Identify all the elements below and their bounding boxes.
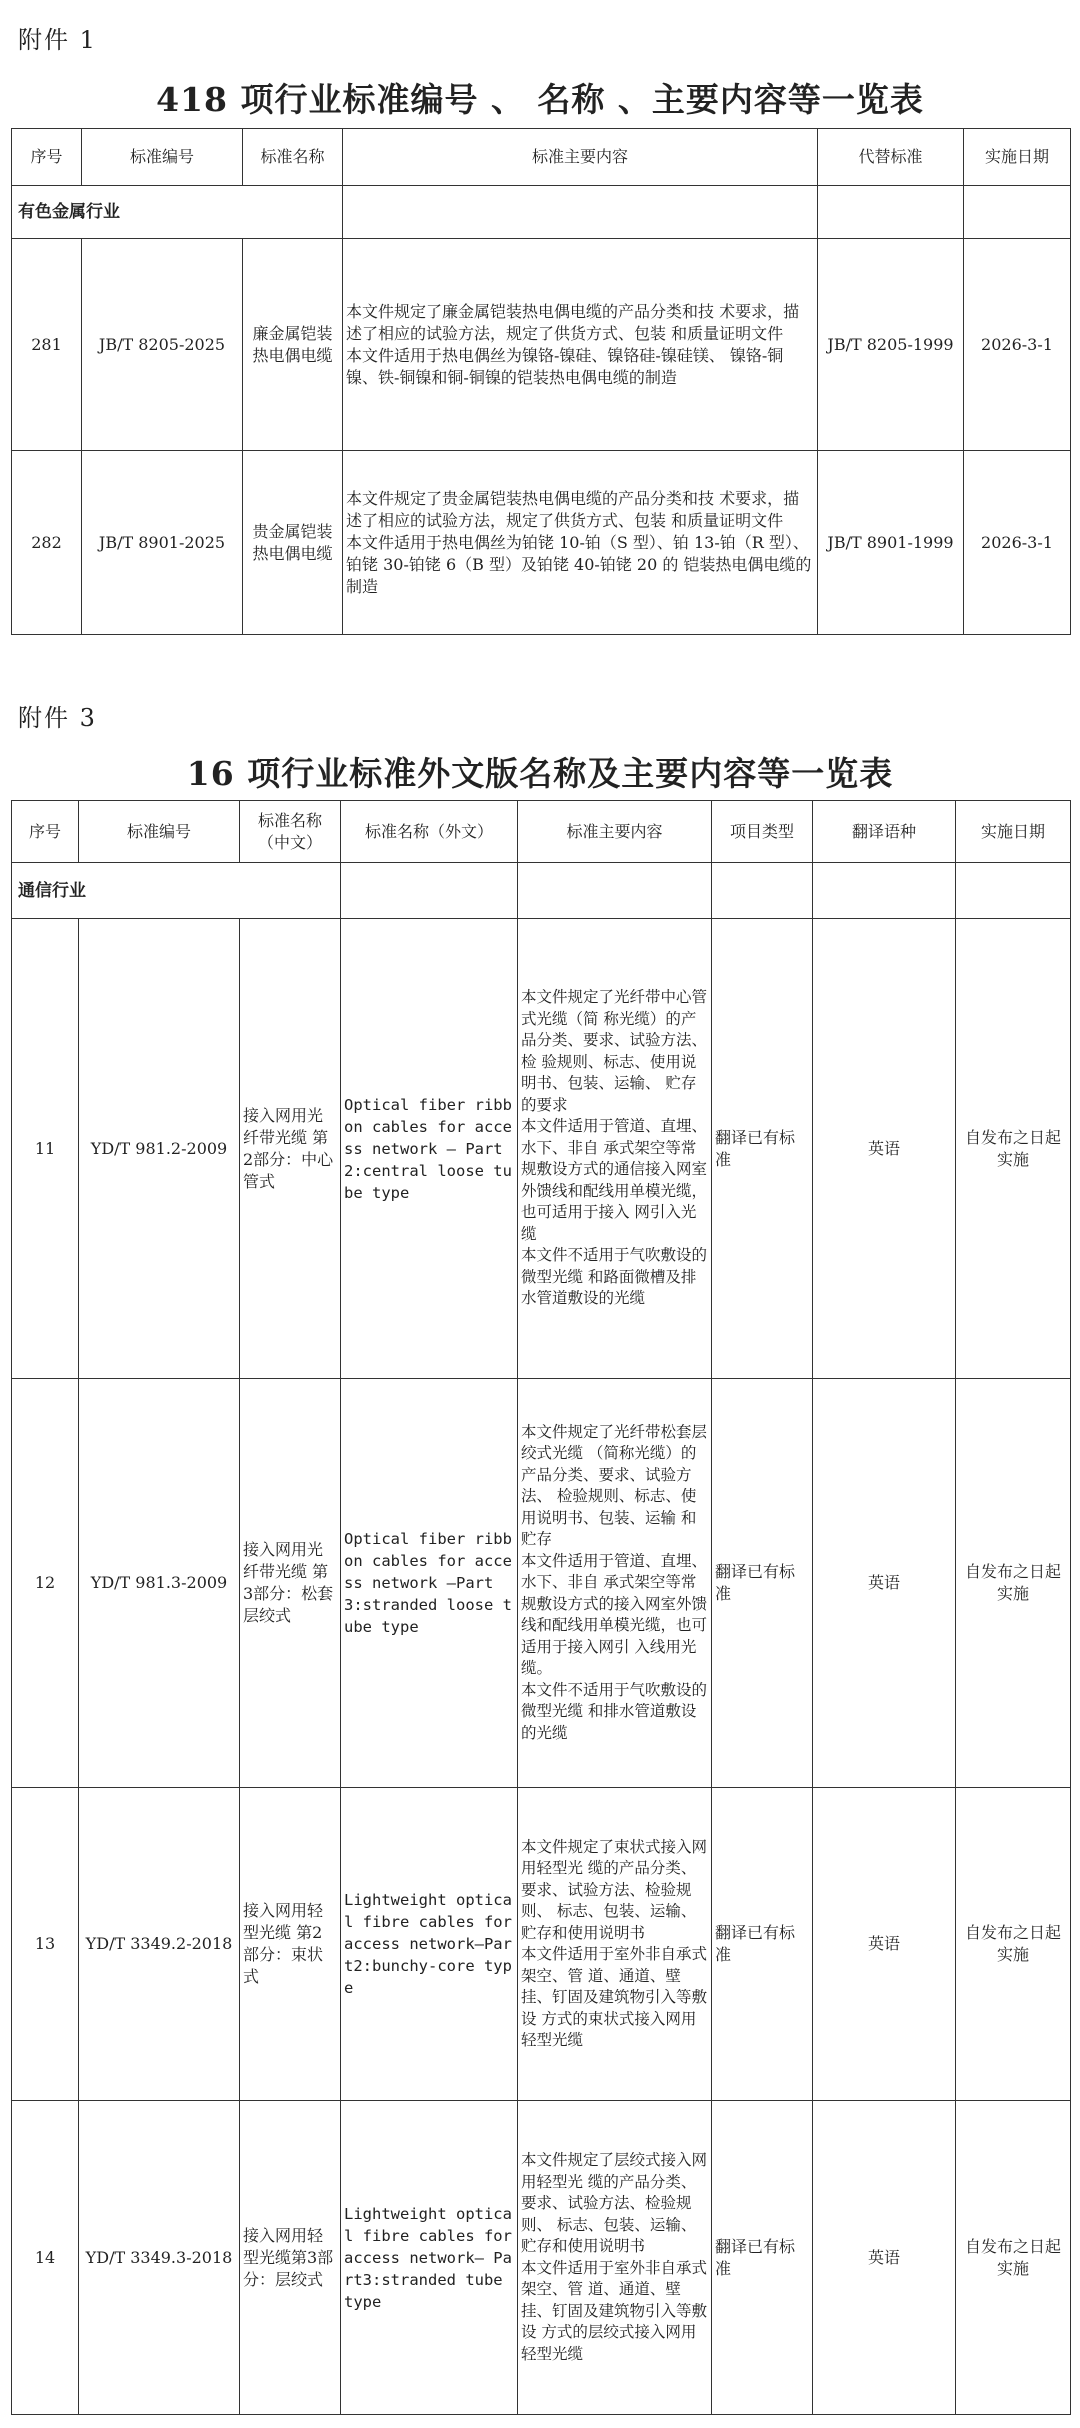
header-cell: 翻译语种 xyxy=(813,801,956,863)
row-code: JB/T 8901-2025 xyxy=(82,451,243,635)
row-name-en: Optical fiber ribbon cables for access network — Part 2:central loose tube type xyxy=(341,919,518,1379)
header-cell: 标准名称 xyxy=(243,129,343,186)
row-name: 贵金属铠装热电偶电缆 xyxy=(243,451,343,635)
row-content: 本文件规定了光纤带中心管式光缆（简 称光缆）的产品分类、要求、试验方法、检 验规则、标志、使用说明书、包装、运输、 贮存的要求 本文件适用于管道、直埋、水下、非自 承式架空等常规敷设方式的通信接入网室 外馈线和配线用单模光缆，也可适用于接入 网引入光缆 本文件不适用于气吹敷设的微型光缆 和路面微槽及排水管道敷设的光缆 xyxy=(518,919,712,1379)
header-cell: 序号 xyxy=(12,129,82,186)
attachment-1-label: 附件 1 xyxy=(18,26,97,54)
header-cell: 标准编号 xyxy=(79,801,240,863)
attachment-3-label: 附件 3 xyxy=(18,704,97,732)
row-lang: 英语 xyxy=(813,1788,956,2101)
table-attachment-1 xyxy=(11,128,1071,635)
empty-cell xyxy=(343,186,818,239)
row-no: 282 xyxy=(12,451,82,635)
header-cell: 实施日期 xyxy=(956,801,1071,863)
header-cell: 标准名称（中文） xyxy=(240,801,341,863)
row-no: 14 xyxy=(12,2101,79,2415)
table-header-row xyxy=(12,129,1071,186)
row-type: 翻译已有标准 xyxy=(712,919,813,1379)
row-replaces: JB/T 8901-1999 xyxy=(818,451,964,635)
section-row xyxy=(12,186,1071,239)
empty-cell xyxy=(818,186,964,239)
section-title: 有色金属行业 xyxy=(12,186,343,239)
table-row xyxy=(12,919,1071,1379)
row-code: YD/T 981.2-2009 xyxy=(79,919,240,1379)
row-lang: 英语 xyxy=(813,1379,956,1788)
row-content: 本文件规定了廉金属铠装热电偶电缆的产品分类和技 术要求，描述了相应的试验方法，规定了供货方式、包装 和质量证明文件 本文件适用于热电偶丝为镍铬-镍硅、镍铬硅-镍硅镁、 镍铬-铜镍、铁-铜镍和铜-铜镍的铠装热电偶电缆的制造 xyxy=(343,239,818,451)
row-name-cn: 接入网用光纤带光缆 第3部分：松套层绞式 xyxy=(240,1379,341,1788)
row-date: 自发布之日起实施 xyxy=(956,1788,1071,2101)
table-row xyxy=(12,1379,1071,1788)
row-no: 11 xyxy=(12,919,79,1379)
row-no: 12 xyxy=(12,1379,79,1788)
attachment-1-title: 418 项行业标准编号 、 名称 、主要内容等一览表 xyxy=(156,80,924,119)
table-row xyxy=(12,451,1071,635)
section-row xyxy=(12,863,1071,919)
row-date: 自发布之日起实施 xyxy=(956,1379,1071,1788)
empty-cell xyxy=(813,863,956,919)
empty-cell xyxy=(964,186,1071,239)
row-code: YD/T 3349.3-2018 xyxy=(79,2101,240,2415)
empty-cell xyxy=(712,863,813,919)
empty-cell xyxy=(956,863,1071,919)
table-row xyxy=(12,2101,1071,2415)
row-code: JB/T 8205-2025 xyxy=(82,239,243,451)
row-name-en: Optical fiber ribbon cables for access network —Part 3:stranded loose tube type xyxy=(341,1379,518,1788)
row-date: 2026-3-1 xyxy=(964,239,1071,451)
table-row xyxy=(12,1788,1071,2101)
row-replaces: JB/T 8205-1999 xyxy=(818,239,964,451)
row-no: 281 xyxy=(12,239,82,451)
row-date: 2026-3-1 xyxy=(964,451,1071,635)
row-content: 本文件规定了束状式接入网用轻型光 缆的产品分类、要求、试验方法、检验规则、 标志、包装、运输、贮存和使用说明书 本文件适用于室外非自承式架空、管 道、通道、壁挂、钉固及建筑物引入等敷设 方式的束状式接入网用轻型光缆 xyxy=(518,1788,712,2101)
header-cell: 序号 xyxy=(12,801,79,863)
header-cell: 标准名称（外文） xyxy=(341,801,518,863)
header-cell: 代替标准 xyxy=(818,129,964,186)
table-attachment-3 xyxy=(11,800,1071,2415)
empty-cell xyxy=(518,863,712,919)
row-name-cn: 接入网用轻型光缆第3部分：层绞式 xyxy=(240,2101,341,2415)
header-cell: 项目类型 xyxy=(712,801,813,863)
row-lang: 英语 xyxy=(813,2101,956,2415)
attachment-3-title: 16 项行业标准外文版名称及主要内容等一览表 xyxy=(186,754,894,793)
header-cell: 标准主要内容 xyxy=(518,801,712,863)
header-cell: 实施日期 xyxy=(964,129,1071,186)
row-date: 自发布之日起实施 xyxy=(956,919,1071,1379)
header-cell: 标准主要内容 xyxy=(343,129,818,186)
row-name-cn: 接入网用轻型光缆 第2部分：束状式 xyxy=(240,1788,341,2101)
table-header-row xyxy=(12,801,1071,863)
row-code: YD/T 3349.2-2018 xyxy=(79,1788,240,2101)
row-name-en: Lightweight optical fibre cables for access network—Part2:bunchy-core type xyxy=(341,1788,518,2101)
header-cell: 标准编号 xyxy=(82,129,243,186)
row-type: 翻译已有标准 xyxy=(712,1379,813,1788)
row-date: 自发布之日起实施 xyxy=(956,2101,1071,2415)
row-lang: 英语 xyxy=(813,919,956,1379)
row-content: 本文件规定了光纤带松套层绞式光缆 （简称光缆）的产品分类、要求、试验方法、 检验规则、标志、使用说明书、包装、运输 和贮存 本文件适用于管道、直埋、水下、非自 承式架空等常规敷设方式的接入网室外馈 线和配线用单模光缆，也可适用于接入网引 入线用光缆。 本文件不适用于气吹敷设的微型光缆 和排水管道敷设的光缆 xyxy=(518,1379,712,1788)
table-row xyxy=(12,239,1071,451)
row-name-cn: 接入网用光纤带光缆 第2部分：中心管式 xyxy=(240,919,341,1379)
row-content: 本文件规定了层绞式接入网用轻型光 缆的产品分类、要求、试验方法、检验规则、 标志、包装、运输、贮存和使用说明书 本文件适用于室外非自承式架空、管 道、通道、壁挂、钉固及建筑物引入等敷设 方式的层绞式接入网用轻型光缆 xyxy=(518,2101,712,2415)
row-content: 本文件规定了贵金属铠装热电偶电缆的产品分类和技 术要求，描述了相应的试验方法，规定了供货方式、包装 和质量证明文件 本文件适用于热电偶丝为铂铑 10-铂（S 型）、铂 13-铂（R 型）、铂铑 30-铂铑 6（B 型）及铂铑 40-铂铑 20 的 铠装热电偶电缆的制造 xyxy=(343,451,818,635)
row-name: 廉金属铠装热电偶电缆 xyxy=(243,239,343,451)
row-type: 翻译已有标准 xyxy=(712,1788,813,2101)
row-name-en: Lightweight optical fibre cables for access network— Part3:stranded tube type xyxy=(341,2101,518,2415)
row-no: 13 xyxy=(12,1788,79,2101)
section-title: 通信行业 xyxy=(12,863,341,919)
row-code: YD/T 981.3-2009 xyxy=(79,1379,240,1788)
empty-cell xyxy=(341,863,518,919)
row-type: 翻译已有标准 xyxy=(712,2101,813,2415)
